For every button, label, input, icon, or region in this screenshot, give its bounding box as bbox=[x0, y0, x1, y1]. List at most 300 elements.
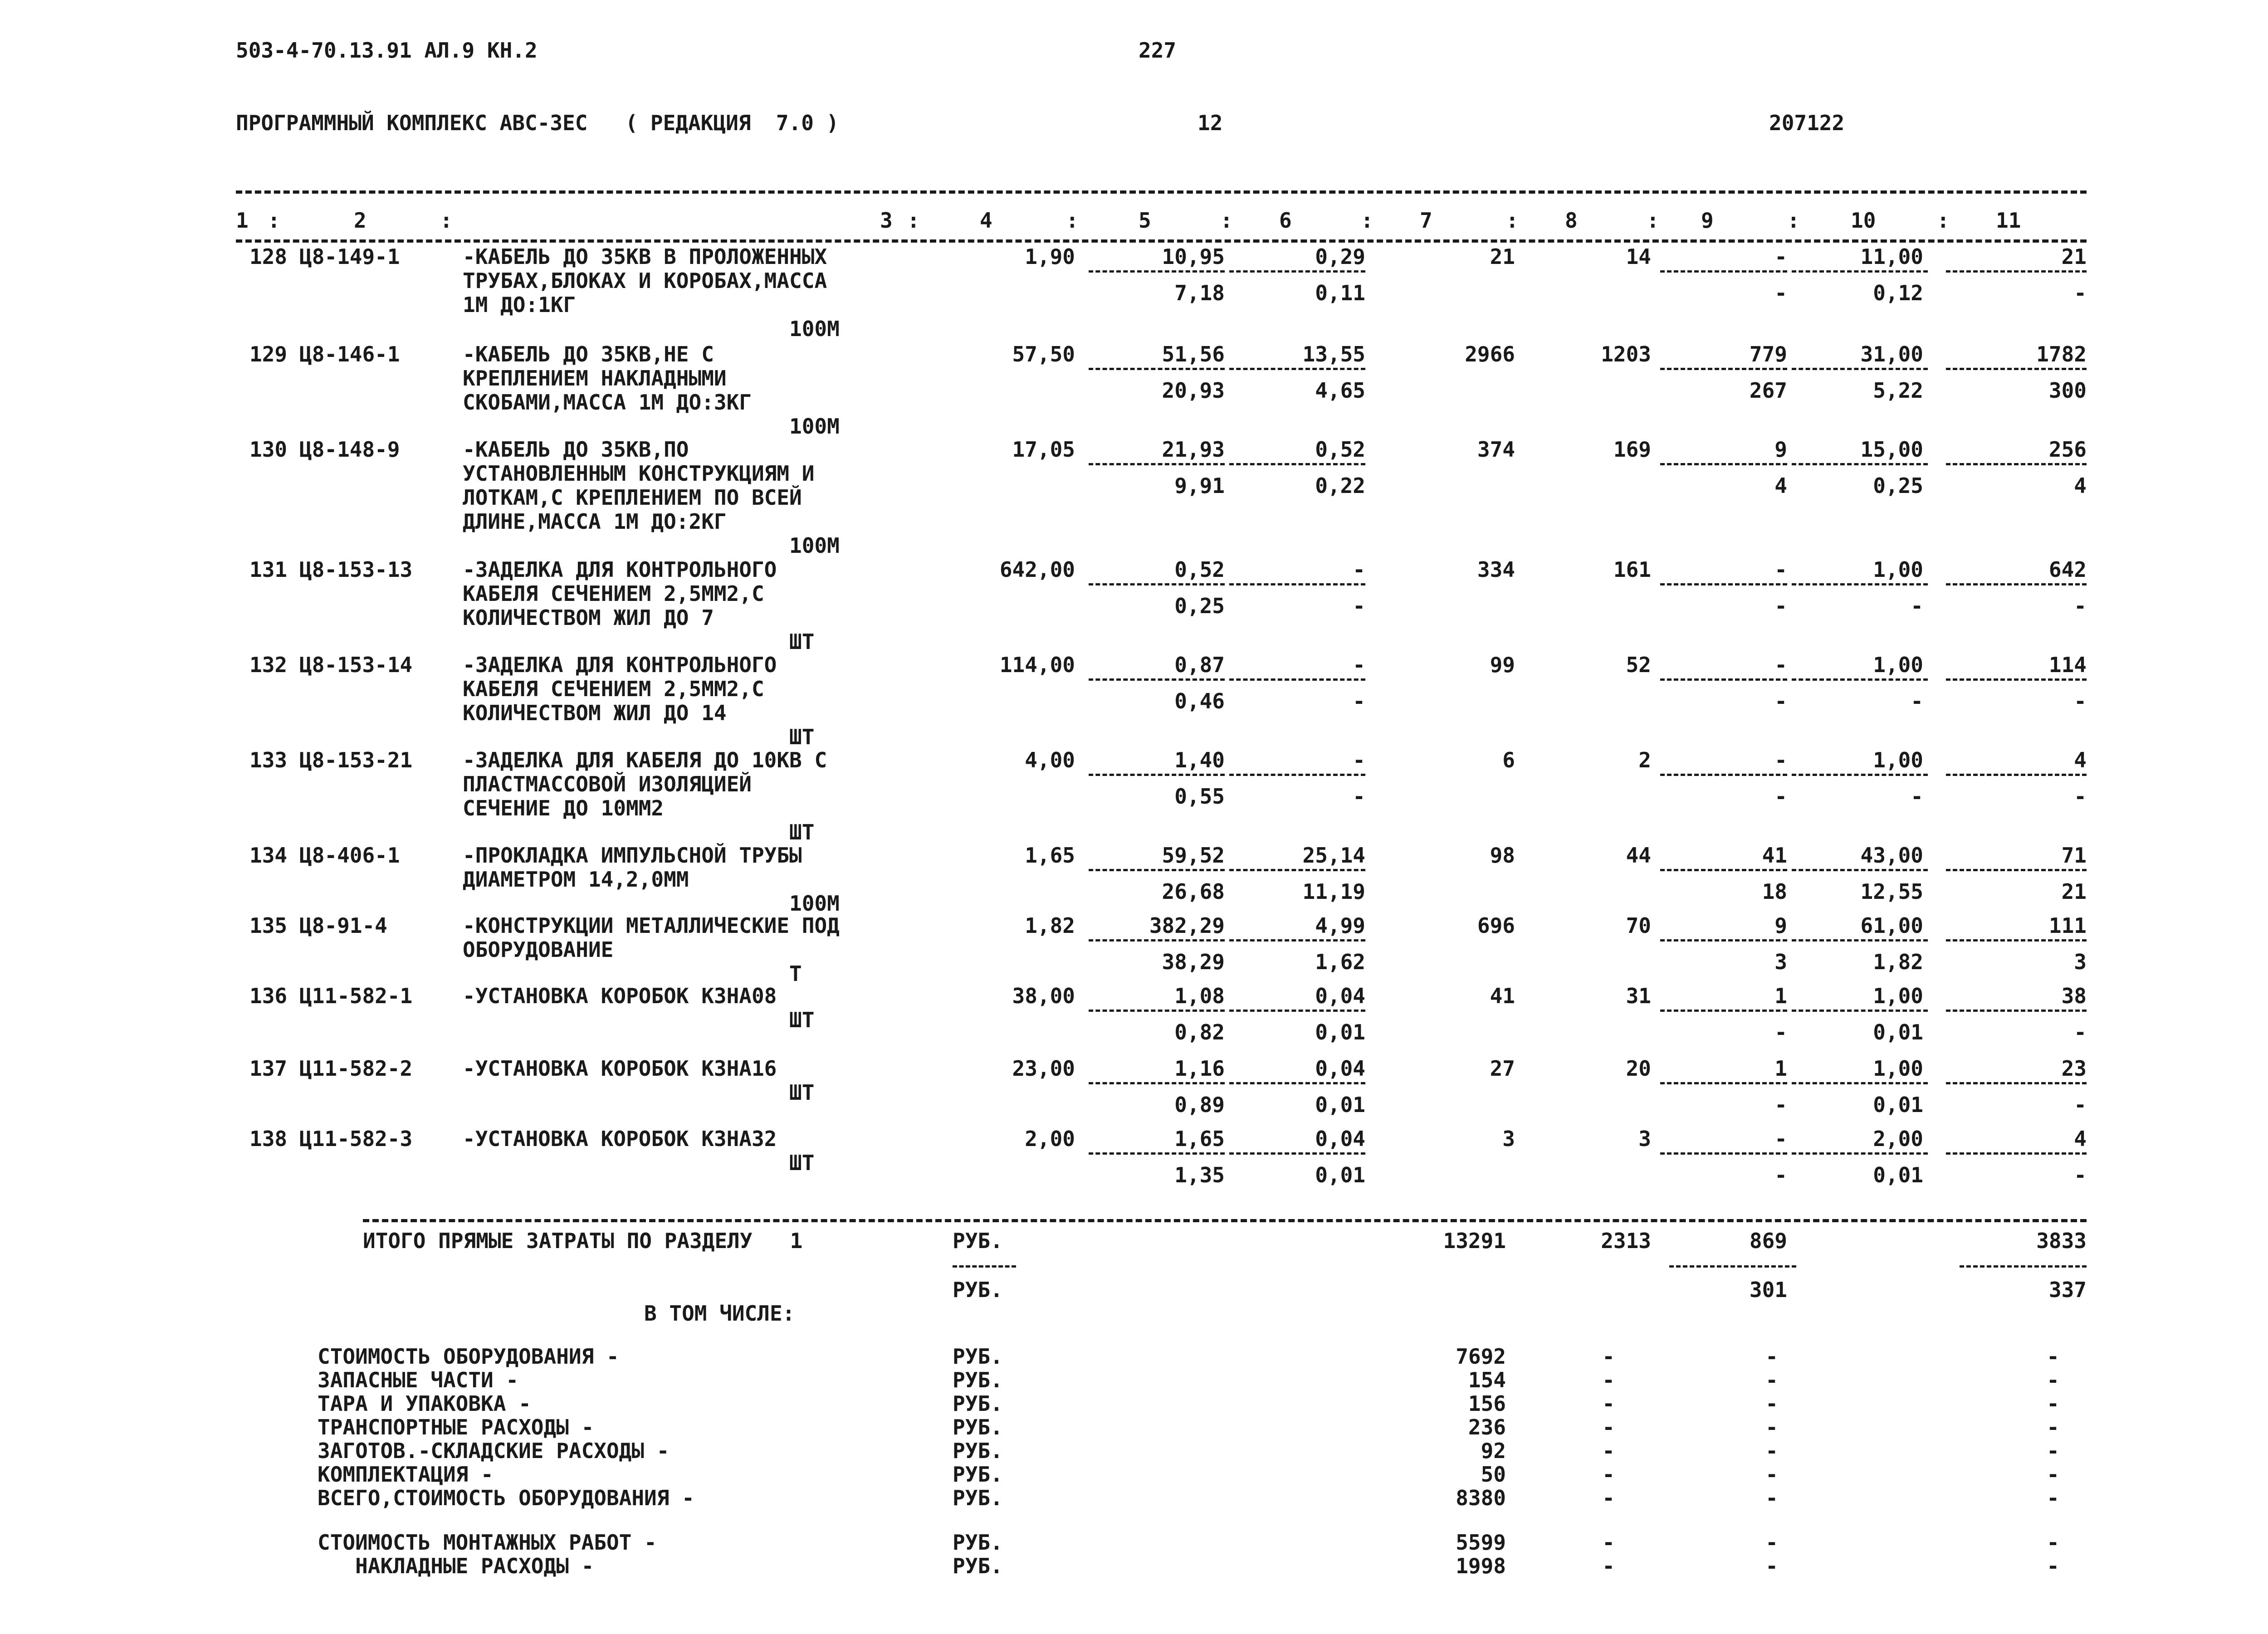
row-col11-sub: - bbox=[2074, 281, 2087, 305]
totals-rule bbox=[363, 1219, 2087, 1222]
subtotal-rule bbox=[1229, 1010, 1365, 1012]
totals-col9-rule bbox=[1669, 1265, 1796, 1268]
row-col6-sub: 0,22 bbox=[1315, 473, 1365, 498]
column-separator: : bbox=[1787, 208, 1800, 233]
row-col5-sub: 0,55 bbox=[1174, 784, 1225, 809]
row-number: 135 bbox=[249, 913, 288, 938]
breakdown-col9: - bbox=[1765, 1368, 1778, 1392]
row-number: 136 bbox=[249, 984, 288, 1008]
row-unit: 100М bbox=[789, 317, 840, 341]
breakdown-col11: - bbox=[2047, 1415, 2059, 1439]
row-col11-sub: 21 bbox=[2061, 879, 2087, 904]
row-col7: 98 bbox=[1490, 843, 1515, 868]
row-col6-main: 0,52 bbox=[1315, 437, 1365, 462]
row-description-line: -КАБЕЛЬ ДО 35КВ,ПО bbox=[463, 437, 689, 462]
row-description-line: КОЛИЧЕСТВОМ ЖИЛ ДО 7 bbox=[463, 605, 714, 630]
breakdown-col9: - bbox=[1765, 1391, 1778, 1416]
row-col11-main: 642 bbox=[2048, 557, 2087, 582]
row-col5-sub: 0,82 bbox=[1174, 1020, 1225, 1044]
row-col5-main: 51,56 bbox=[1162, 342, 1225, 366]
breakdown-currency: РУБ. bbox=[953, 1554, 1003, 1578]
totals-col11-rule bbox=[1960, 1265, 2087, 1268]
row-col11-sub: - bbox=[2074, 1093, 2087, 1117]
row-code: Ц8-153-13 bbox=[299, 557, 413, 582]
breakdown-col8: - bbox=[1602, 1439, 1615, 1463]
breakdown-col8: - bbox=[1602, 1530, 1615, 1555]
row-unit: Т bbox=[789, 961, 802, 986]
row-quantity: 114,00 bbox=[999, 653, 1075, 677]
row-quantity: 1,82 bbox=[1025, 913, 1075, 938]
row-description-line: КАБЕЛЯ СЕЧЕНИЕМ 2,5ММ2,С bbox=[463, 677, 764, 701]
row-description-line: -УСТАНОВКА КОРОБОК КЗНА16 bbox=[463, 1056, 777, 1081]
table-row bbox=[236, 1127, 2087, 1227]
breakdown-col7: 156 bbox=[1468, 1391, 1506, 1416]
row-col5-main: 0,52 bbox=[1174, 557, 1225, 582]
totals-currency-1: РУБ. bbox=[953, 1229, 1003, 1253]
row-col11-sub: - bbox=[2074, 594, 2087, 618]
breakdown-currency: РУБ. bbox=[953, 1530, 1003, 1555]
row-col10-main: 15,00 bbox=[1860, 437, 1923, 462]
subtotal-rule bbox=[1792, 1010, 1928, 1012]
breakdown-col11: - bbox=[2047, 1554, 2059, 1578]
row-col10-main: 1,00 bbox=[1873, 653, 1923, 677]
subtotal-rule bbox=[1792, 583, 1928, 585]
row-col7: 41 bbox=[1490, 984, 1515, 1008]
totals-col7: 13291 bbox=[1443, 1229, 1506, 1253]
breakdown-col11: - bbox=[2047, 1391, 2059, 1416]
row-col10-main: 1,00 bbox=[1873, 748, 1923, 772]
column-separator: : bbox=[268, 208, 280, 233]
row-col8: 169 bbox=[1613, 437, 1651, 462]
row-col8: 52 bbox=[1626, 653, 1651, 677]
row-col5-main: 21,93 bbox=[1162, 437, 1225, 462]
subtotal-rule bbox=[1946, 774, 2087, 776]
subtotal-rule bbox=[1089, 583, 1225, 585]
breakdown-label: НАКЛАДНЫЕ РАСХОДЫ - bbox=[318, 1554, 594, 1578]
row-description-line: ЛОТКАМ,С КРЕПЛЕНИЕМ ПО ВСЕЙ bbox=[463, 485, 802, 510]
row-col9-sub: - bbox=[1774, 1020, 1787, 1044]
row-quantity: 17,05 bbox=[1012, 437, 1075, 462]
row-col6-main: - bbox=[1353, 748, 1365, 772]
row-col5-sub: 20,93 bbox=[1162, 378, 1225, 403]
breakdown-label: ЗАГОТОВ.-СКЛАДСКИЕ РАСХОДЫ - bbox=[318, 1439, 670, 1463]
column-separator: : bbox=[1361, 208, 1374, 233]
row-unit: ШТ bbox=[789, 725, 815, 749]
row-col7: 2966 bbox=[1465, 342, 1515, 366]
row-number: 128 bbox=[249, 244, 288, 269]
totals-col11-main: 3833 bbox=[2036, 1229, 2087, 1253]
subtotal-rule bbox=[1792, 270, 1928, 273]
header-top-rule bbox=[236, 190, 2087, 194]
breakdown-currency: РУБ. bbox=[953, 1462, 1003, 1487]
row-quantity: 57,50 bbox=[1012, 342, 1075, 366]
row-col6-sub: 0,01 bbox=[1315, 1163, 1365, 1187]
subtotal-rule bbox=[1229, 368, 1365, 370]
row-col11-main: 38 bbox=[2061, 984, 2087, 1008]
breakdown-col8: - bbox=[1602, 1368, 1615, 1392]
subtotal-rule bbox=[1792, 368, 1928, 370]
breakdown-label: ТРАНСПОРТНЫЕ РАСХОДЫ - bbox=[318, 1415, 594, 1439]
row-col10-sub: - bbox=[1911, 689, 1923, 713]
row-col10-sub: 0,12 bbox=[1873, 281, 1923, 305]
row-col11-main: 4 bbox=[2074, 748, 2087, 772]
row-col7: 374 bbox=[1477, 437, 1515, 462]
program-title: ПРОГРАММНЫЙ КОМПЛЕКС АВС-3ЕС ( РЕДАКЦИЯ 7.0 ) bbox=[236, 111, 839, 135]
row-code: Ц8-149-1 bbox=[299, 244, 400, 269]
row-col10-main: 1,00 bbox=[1873, 557, 1923, 582]
row-col11-sub: 3 bbox=[2074, 950, 2087, 974]
row-col9-main: - bbox=[1774, 653, 1787, 677]
row-col10-sub: 0,01 bbox=[1873, 1163, 1923, 1187]
subtotal-rule bbox=[1792, 869, 1928, 871]
row-description-line: ДИАМЕТРОМ 14,2,0ММ bbox=[463, 867, 689, 892]
row-col8: 20 bbox=[1626, 1056, 1651, 1081]
row-col9-main: 1 bbox=[1774, 1056, 1787, 1081]
column-header-10: 10 bbox=[1851, 208, 1876, 233]
row-quantity: 1,65 bbox=[1025, 843, 1075, 868]
row-code: Ц8-148-9 bbox=[299, 437, 400, 462]
row-col10-sub: 5,22 bbox=[1873, 378, 1923, 403]
row-number: 134 bbox=[249, 843, 288, 868]
breakdown-col9: - bbox=[1765, 1415, 1778, 1439]
breakdown-col11: - bbox=[2047, 1462, 2059, 1487]
subtotal-rule bbox=[1089, 463, 1225, 465]
row-description-line: -ПРОКЛАДКА ИМПУЛЬСНОЙ ТРУБЫ bbox=[463, 843, 802, 868]
row-code: Ц8-153-14 bbox=[299, 653, 413, 677]
column-separator: : bbox=[1220, 208, 1233, 233]
row-col11-main: 1782 bbox=[2036, 342, 2087, 366]
row-col6-sub: 0,01 bbox=[1315, 1093, 1365, 1117]
row-col9-main: - bbox=[1774, 1127, 1787, 1151]
breakdown-col8: - bbox=[1602, 1486, 1615, 1510]
row-col10-sub: 1,82 bbox=[1873, 950, 1923, 974]
subtotal-rule bbox=[1229, 678, 1365, 681]
breakdown-col9: - bbox=[1765, 1344, 1778, 1369]
subtotal-rule bbox=[1660, 869, 1787, 871]
breakdown-col9: - bbox=[1765, 1486, 1778, 1510]
subtotal-rule bbox=[1229, 463, 1365, 465]
row-col8: 161 bbox=[1613, 557, 1651, 582]
row-col8: 14 bbox=[1626, 244, 1651, 269]
row-col7: 3 bbox=[1502, 1127, 1515, 1151]
row-col9-main: 9 bbox=[1774, 437, 1787, 462]
subtotal-rule bbox=[1660, 774, 1787, 776]
row-col11-sub: 300 bbox=[2048, 378, 2087, 403]
subtotal-rule bbox=[1792, 463, 1928, 465]
breakdown-col9: - bbox=[1765, 1554, 1778, 1578]
row-col9-sub: - bbox=[1774, 1163, 1787, 1187]
subtotal-rule bbox=[1229, 939, 1365, 941]
breakdown-currency: РУБ. bbox=[953, 1391, 1003, 1416]
subtotal-rule bbox=[1089, 368, 1225, 370]
row-col10-main: 31,00 bbox=[1860, 342, 1923, 366]
subtotal-rule bbox=[1229, 1082, 1365, 1084]
row-col6-sub: - bbox=[1353, 784, 1365, 809]
breakdown-col8: - bbox=[1602, 1415, 1615, 1439]
row-code: Ц8-153-21 bbox=[299, 748, 413, 772]
row-description-line: -УСТАНОВКА КОРОБОК КЗНА32 bbox=[463, 1127, 777, 1151]
subtotal-rule bbox=[1229, 1152, 1365, 1155]
subtotal-rule bbox=[1946, 270, 2087, 273]
table-row bbox=[236, 748, 2087, 848]
document-code: 207122 bbox=[1769, 111, 1845, 135]
header-bottom-rule bbox=[236, 239, 2087, 243]
row-code: Ц11-582-3 bbox=[299, 1127, 413, 1151]
row-col9-main: 41 bbox=[1762, 843, 1787, 868]
totals-cur-rule bbox=[953, 1265, 1016, 1268]
subtotal-rule bbox=[1946, 1082, 2087, 1084]
row-number: 132 bbox=[249, 653, 288, 677]
column-header-5: 5 bbox=[1139, 208, 1151, 233]
column-header-9: 9 bbox=[1701, 208, 1714, 233]
row-col6-sub: - bbox=[1353, 689, 1365, 713]
row-col9-main: 9 bbox=[1774, 913, 1787, 938]
row-col5-sub: 9,91 bbox=[1174, 473, 1225, 498]
row-col6-main: - bbox=[1353, 653, 1365, 677]
breakdown-col9: - bbox=[1765, 1462, 1778, 1487]
breakdown-col7: 92 bbox=[1481, 1439, 1506, 1463]
row-quantity: 1,90 bbox=[1025, 244, 1075, 269]
row-col7: 696 bbox=[1477, 913, 1515, 938]
subtotal-rule bbox=[1089, 678, 1225, 681]
row-col5-sub: 0,25 bbox=[1174, 594, 1225, 618]
row-quantity: 23,00 bbox=[1012, 1056, 1075, 1081]
row-description-line: КАБЕЛЯ СЕЧЕНИЕМ 2,5ММ2,С bbox=[463, 581, 764, 606]
breakdown-col8: - bbox=[1602, 1462, 1615, 1487]
column-separator: : bbox=[1506, 208, 1519, 233]
breakdown-label: ЗАПАСНЫЕ ЧАСТИ - bbox=[318, 1368, 519, 1392]
row-col11-main: 21 bbox=[2061, 244, 2087, 269]
row-col10-sub: 0,01 bbox=[1873, 1093, 1923, 1117]
row-col5-sub: 7,18 bbox=[1174, 281, 1225, 305]
breakdown-label: СТОИМОСТЬ ОБОРУДОВАНИЯ - bbox=[318, 1344, 619, 1369]
subtotal-rule bbox=[1660, 368, 1787, 370]
row-col9-main: 1 bbox=[1774, 984, 1787, 1008]
breakdown-col7: 154 bbox=[1468, 1368, 1506, 1392]
row-col6-main: 0,04 bbox=[1315, 984, 1365, 1008]
subtotal-rule bbox=[1660, 939, 1787, 941]
subtotal-rule bbox=[1089, 1010, 1225, 1012]
breakdown-currency: РУБ. bbox=[953, 1344, 1003, 1369]
row-col5-main: 1,16 bbox=[1174, 1056, 1225, 1081]
subtotal-rule bbox=[1229, 583, 1365, 585]
row-description-line: ДЛИНЕ,МАССА 1М ДО:2КГ bbox=[463, 509, 727, 534]
subtotal-rule bbox=[1660, 463, 1787, 465]
breakdown-label: ВСЕГО,СТОИМОСТЬ ОБОРУДОВАНИЯ - bbox=[318, 1486, 694, 1510]
row-number: 131 bbox=[249, 557, 288, 582]
breakdown-col11: - bbox=[2047, 1486, 2059, 1510]
row-number: 130 bbox=[249, 437, 288, 462]
subtotal-rule bbox=[1792, 678, 1928, 681]
breakdown-col7: 236 bbox=[1468, 1415, 1506, 1439]
row-col9-sub: 3 bbox=[1774, 950, 1787, 974]
breakdown-col8: - bbox=[1602, 1344, 1615, 1369]
row-col5-main: 1,40 bbox=[1174, 748, 1225, 772]
table-row bbox=[236, 245, 2087, 345]
subtotal-rule bbox=[1089, 939, 1225, 941]
row-quantity: 4,00 bbox=[1025, 748, 1075, 772]
column-header-3: 3 bbox=[880, 208, 893, 233]
row-col6-sub: 4,65 bbox=[1315, 378, 1365, 403]
row-description-line: -ЗАДЕЛКА ДЛЯ КОНТРОЛЬНОГО bbox=[463, 653, 777, 677]
row-col11-main: 4 bbox=[2074, 1127, 2087, 1151]
row-code: Ц8-146-1 bbox=[299, 342, 400, 366]
subtotal-rule bbox=[1660, 678, 1787, 681]
subtotal-rule bbox=[1660, 1010, 1787, 1012]
column-header-4: 4 bbox=[980, 208, 992, 233]
column-separator: : bbox=[907, 208, 920, 233]
row-col5-main: 382,29 bbox=[1149, 913, 1225, 938]
row-col11-main: 71 bbox=[2061, 843, 2087, 868]
totals-label: ИТОГО ПРЯМЫЕ ЗАТРАТЫ ПО РАЗДЕЛУ 1 bbox=[363, 1229, 803, 1253]
totals-currency-2: РУБ. bbox=[953, 1278, 1003, 1302]
row-col5-main: 0,87 bbox=[1174, 653, 1225, 677]
row-col7: 99 bbox=[1490, 653, 1515, 677]
column-header-2: 2 bbox=[354, 208, 367, 233]
row-col5-sub: 1,35 bbox=[1174, 1163, 1225, 1187]
row-col6-sub: - bbox=[1353, 594, 1365, 618]
row-col7: 334 bbox=[1477, 557, 1515, 582]
row-col9-main: 779 bbox=[1749, 342, 1787, 366]
subtotal-rule bbox=[1089, 774, 1225, 776]
row-description-line: -КАБЕЛЬ ДО 35КВ,НЕ С bbox=[463, 342, 714, 366]
row-unit: ШТ bbox=[789, 629, 815, 654]
row-description-line: ТРУБАХ,БЛОКАХ И КОРОБАХ,МАССА bbox=[463, 268, 827, 293]
row-code: Ц11-582-2 bbox=[299, 1056, 413, 1081]
row-col6-main: 13,55 bbox=[1302, 342, 1365, 366]
row-col10-sub: 0,25 bbox=[1873, 473, 1923, 498]
row-col5-main: 1,08 bbox=[1174, 984, 1225, 1008]
row-description-line: -ЗАДЕЛКА ДЛЯ КОНТРОЛЬНОГО bbox=[463, 557, 777, 582]
row-col9-sub: 267 bbox=[1749, 378, 1787, 403]
row-col11-main: 111 bbox=[2048, 913, 2087, 938]
column-header-11: 11 bbox=[1996, 208, 2021, 233]
row-quantity: 642,00 bbox=[999, 557, 1075, 582]
row-col10-main: 2,00 bbox=[1873, 1127, 1923, 1151]
row-col9-main: - bbox=[1774, 557, 1787, 582]
subtotal-rule bbox=[1946, 1010, 2087, 1012]
breakdown-col8: - bbox=[1602, 1391, 1615, 1416]
row-col11-sub: - bbox=[2074, 689, 2087, 713]
breakdown-col11: - bbox=[2047, 1439, 2059, 1463]
row-col11-sub: 4 bbox=[2074, 473, 2087, 498]
row-col11-main: 23 bbox=[2061, 1056, 2087, 1081]
row-col6-sub: 0,01 bbox=[1315, 1020, 1365, 1044]
row-col9-sub: - bbox=[1774, 1093, 1787, 1117]
row-col5-sub: 38,29 bbox=[1162, 950, 1225, 974]
row-col11-sub: - bbox=[2074, 1020, 2087, 1044]
doc-ref: 503-4-70.13.91 АЛ.9 КН.2 bbox=[236, 38, 538, 63]
row-col5-main: 1,65 bbox=[1174, 1127, 1225, 1151]
row-col10-sub: - bbox=[1911, 784, 1923, 809]
subtotal-rule bbox=[1946, 583, 2087, 585]
row-col10-sub: - bbox=[1911, 594, 1923, 618]
row-quantity: 2,00 bbox=[1025, 1127, 1075, 1151]
subtotal-rule bbox=[1229, 774, 1365, 776]
row-col10-sub: 0,01 bbox=[1873, 1020, 1923, 1044]
breakdown-col7: 8380 bbox=[1456, 1486, 1506, 1510]
row-description-line: ПЛАСТМАССОВОЙ ИЗОЛЯЦИЕЙ bbox=[463, 772, 752, 796]
column-header-6: 6 bbox=[1279, 208, 1292, 233]
row-col9-sub: 4 bbox=[1774, 473, 1787, 498]
row-col5-sub: 0,89 bbox=[1174, 1093, 1225, 1117]
row-description-line: УСТАНОВЛЕННЫМ КОНСТРУКЦИЯМ И bbox=[463, 461, 815, 486]
subtotal-rule bbox=[1089, 270, 1225, 273]
including-label: В ТОМ ЧИСЛЕ: bbox=[644, 1301, 795, 1326]
column-separator: : bbox=[1647, 208, 1659, 233]
row-col7: 27 bbox=[1490, 1056, 1515, 1081]
row-col7: 6 bbox=[1502, 748, 1515, 772]
row-unit: 100М bbox=[789, 414, 840, 439]
row-description-line: -УСТАНОВКА КОРОБОК КЗНА08 bbox=[463, 984, 777, 1008]
row-col5-sub: 0,46 bbox=[1174, 689, 1225, 713]
row-description-line: СЕЧЕНИЕ ДО 10ММ2 bbox=[463, 796, 664, 820]
row-col9-main: - bbox=[1774, 244, 1787, 269]
subtotal-rule bbox=[1946, 869, 2087, 871]
subtotal-rule bbox=[1660, 270, 1787, 273]
row-unit: ШТ bbox=[789, 1080, 815, 1105]
column-separator: : bbox=[440, 208, 453, 233]
row-col8: 2 bbox=[1638, 748, 1651, 772]
row-col6-main: 4,99 bbox=[1315, 913, 1365, 938]
row-unit: ШТ bbox=[789, 1008, 815, 1032]
row-code: Ц8-91-4 bbox=[299, 913, 387, 938]
row-col10-main: 61,00 bbox=[1860, 913, 1923, 938]
row-col8: 3 bbox=[1638, 1127, 1651, 1151]
row-number: 138 bbox=[249, 1127, 288, 1151]
subtotal-rule bbox=[1946, 678, 2087, 681]
row-col9-sub: - bbox=[1774, 784, 1787, 809]
breakdown-col7: 1998 bbox=[1456, 1554, 1506, 1578]
row-description-line: -КОНСТРУКЦИИ МЕТАЛЛИЧЕСКИЕ ПОД bbox=[463, 913, 840, 938]
subtotal-rule bbox=[1946, 939, 2087, 941]
row-col8: 44 bbox=[1626, 843, 1651, 868]
row-col11-main: 256 bbox=[2048, 437, 2087, 462]
breakdown-col8: - bbox=[1602, 1554, 1615, 1578]
row-unit: 100М bbox=[789, 891, 840, 916]
row-col9-sub: - bbox=[1774, 594, 1787, 618]
totals-col11-sub: 337 bbox=[2048, 1278, 2087, 1302]
row-col10-main: 1,00 bbox=[1873, 984, 1923, 1008]
breakdown-currency: РУБ. bbox=[953, 1368, 1003, 1392]
row-col6-main: 0,04 bbox=[1315, 1056, 1365, 1081]
breakdown-currency: РУБ. bbox=[953, 1415, 1003, 1439]
row-col10-main: 11,00 bbox=[1860, 244, 1923, 269]
row-col5-main: 10,95 bbox=[1162, 244, 1225, 269]
row-col10-main: 1,00 bbox=[1873, 1056, 1923, 1081]
row-code: Ц8-406-1 bbox=[299, 843, 400, 868]
row-unit: ШТ bbox=[789, 1151, 815, 1175]
row-col11-main: 114 bbox=[2048, 653, 2087, 677]
breakdown-col9: - bbox=[1765, 1439, 1778, 1463]
subtotal-rule bbox=[1660, 583, 1787, 585]
page-number: 227 bbox=[1139, 38, 1177, 63]
row-col11-sub: - bbox=[2074, 784, 2087, 809]
row-number: 137 bbox=[249, 1056, 288, 1081]
row-description-line: -КАБЕЛЬ ДО 35КВ В ПРОЛОЖЕННЫХ bbox=[463, 244, 827, 269]
column-header-7: 7 bbox=[1420, 208, 1432, 233]
row-unit: ШТ bbox=[789, 820, 815, 844]
row-col8: 1203 bbox=[1601, 342, 1651, 366]
subtotal-rule bbox=[1660, 1082, 1787, 1084]
row-quantity: 38,00 bbox=[1012, 984, 1075, 1008]
row-col6-sub: 0,11 bbox=[1315, 281, 1365, 305]
row-description-line: КОЛИЧЕСТВОМ ЖИЛ ДО 14 bbox=[463, 701, 727, 725]
subtotal-rule bbox=[1089, 869, 1225, 871]
subtotal-rule bbox=[1792, 1152, 1928, 1155]
row-unit: 100М bbox=[789, 533, 840, 558]
column-separator: : bbox=[1066, 208, 1079, 233]
